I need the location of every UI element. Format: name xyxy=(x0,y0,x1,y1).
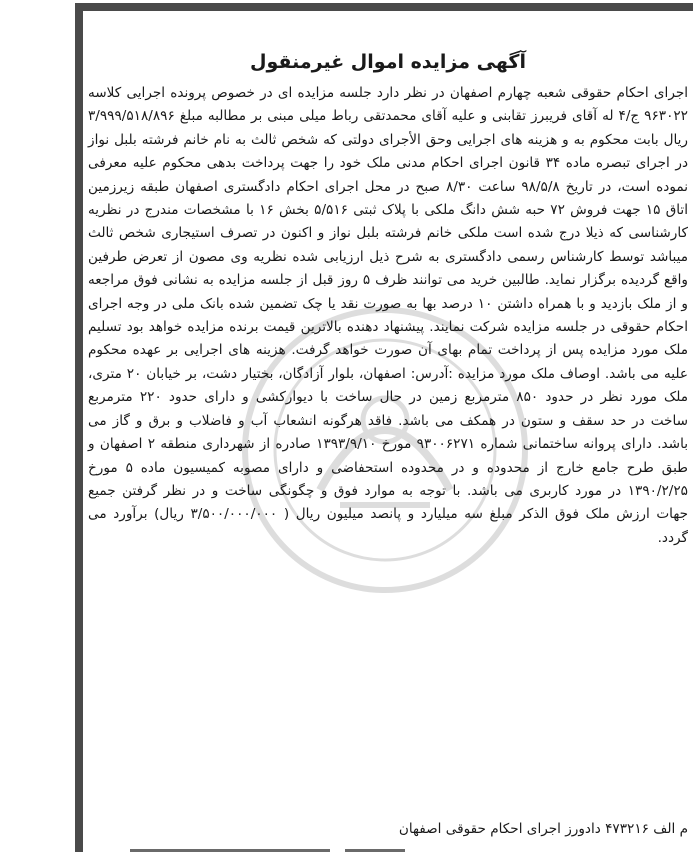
notice-footer: م الف ۴۷۳۲۱۶ دادورز اجرای احکام حقوقی اصفهان xyxy=(398,821,688,837)
frame-left-bar xyxy=(75,3,83,852)
cut-off-text-fragment xyxy=(130,846,410,852)
notice-body-paragraph: اجرای احکام حقوقی شعبه چهارم اصفهان در نظر دارد جلسه مزایده ای در خصوص پرونده اجرایی کلاسه ۹۶۳۰۲۲ ج/۴ له آقای فریبرز تقابنی و علیه آقای محمدتقی رباط میلی مبنی بر مطالبه مبلغ ۳/۹۹۹/۵۱۸/۸۹۶ ریال بابت محکوم به و هزینه های اجرایی وحق الأجرای دولتی که شخص ثالث به نام خانم فرشته بلبل نواز در اجرای تبصره ماده ۳۴ قانون اجرای احکام مدنی ملک خود را جهت پرداخت بدهی محکوم علیه معرفی نموده است، در تاریخ ۹۸/۵/۸ ساعت ۸/۳۰ صبح در محل اجرای احکام دادگستری اصفهان طبقه زیرزمین اتاق ۱۵ جهت فروش ۷۲ حبه شش دانگ ملکی با پلاک ثبتی ۵/۵۱۶ بخش ۱۶ با مشخصات مندرج در نظریه کارشناسی که ذیلا درج شده است ملکی خانم فرشته بلبل نواز و اکنون در تصرف استیجاری شخص ثالث میباشد توسط کارشناس رسمی دادگستری به شرح ذیل ارزیابی شده نظریه وی مصون از تعرض طرفین واقع گردیده برگزار نماید. طالبین خرید می توانند ظرف ۵ روز قبل از جلسه مزایده به نشانی فوق مراجعه و از ملک بازدید و با همراه داشتن ۱۰ درصد بها به صورت نقد یا چک تضمین شده بانک ملی در وجه اجرای احکام حقوقی در جلسه مزایده شرکت نمایند. پیشنهاد دهنده بالاترین قیمت برنده مزایده خواهد بود تسلیم ملک مورد مزایده پس از پرداخت تمام بهای آن صورت خواهد گرفت. هزینه های اجرایی بر عهده محکوم علیه می باشد. اوصاف ملک مورد مزایده :آدرس: اصفهان، بلوار آزادگان، بختیار دشت، بر خیابان ۲۰ متری، ملک مورد نظر در حدود ۸۵۰ مترمربع زمین در حال ساخت با دیوارکشی و دارای حدود ۲۲۰ مترمربع ساخت در حد سقف و ستون در همکف می باشد. فاقد هرگونه انشعاب آب و فاضلاب و برق و گاز می باشد. دارای پروانه ساختمانی شماره ۹۳۰۰۶۲۷۱ مورخ ۱۳۹۳/۹/۱۰ صادره از شهرداری منطقه ۲ اصفهان و طبق طرح جامع خارج از محدوده و در محدوده استحفاضی و دارای مصوبه کمیسیون ماده ۵ مورخ ۱۳۹۰/۲/۲۵ در مورد کاربری می باشد. با توجه به موارد فوق و چگونگی ساخت و در نظر گرفتن جمیع جهات ارزش ملک فوق الذکر مبلغ سه میلیارد و پانصد میلیون ریال ( ۳/۵۰۰/۰۰۰/۰۰۰ ریال) برآورد می گردد. xyxy=(88,85,689,546)
notice-body xyxy=(88,82,688,550)
notice-title: آگهی مزایده اموال غیرمنقول xyxy=(250,51,526,73)
frame-top-bar xyxy=(75,3,693,11)
